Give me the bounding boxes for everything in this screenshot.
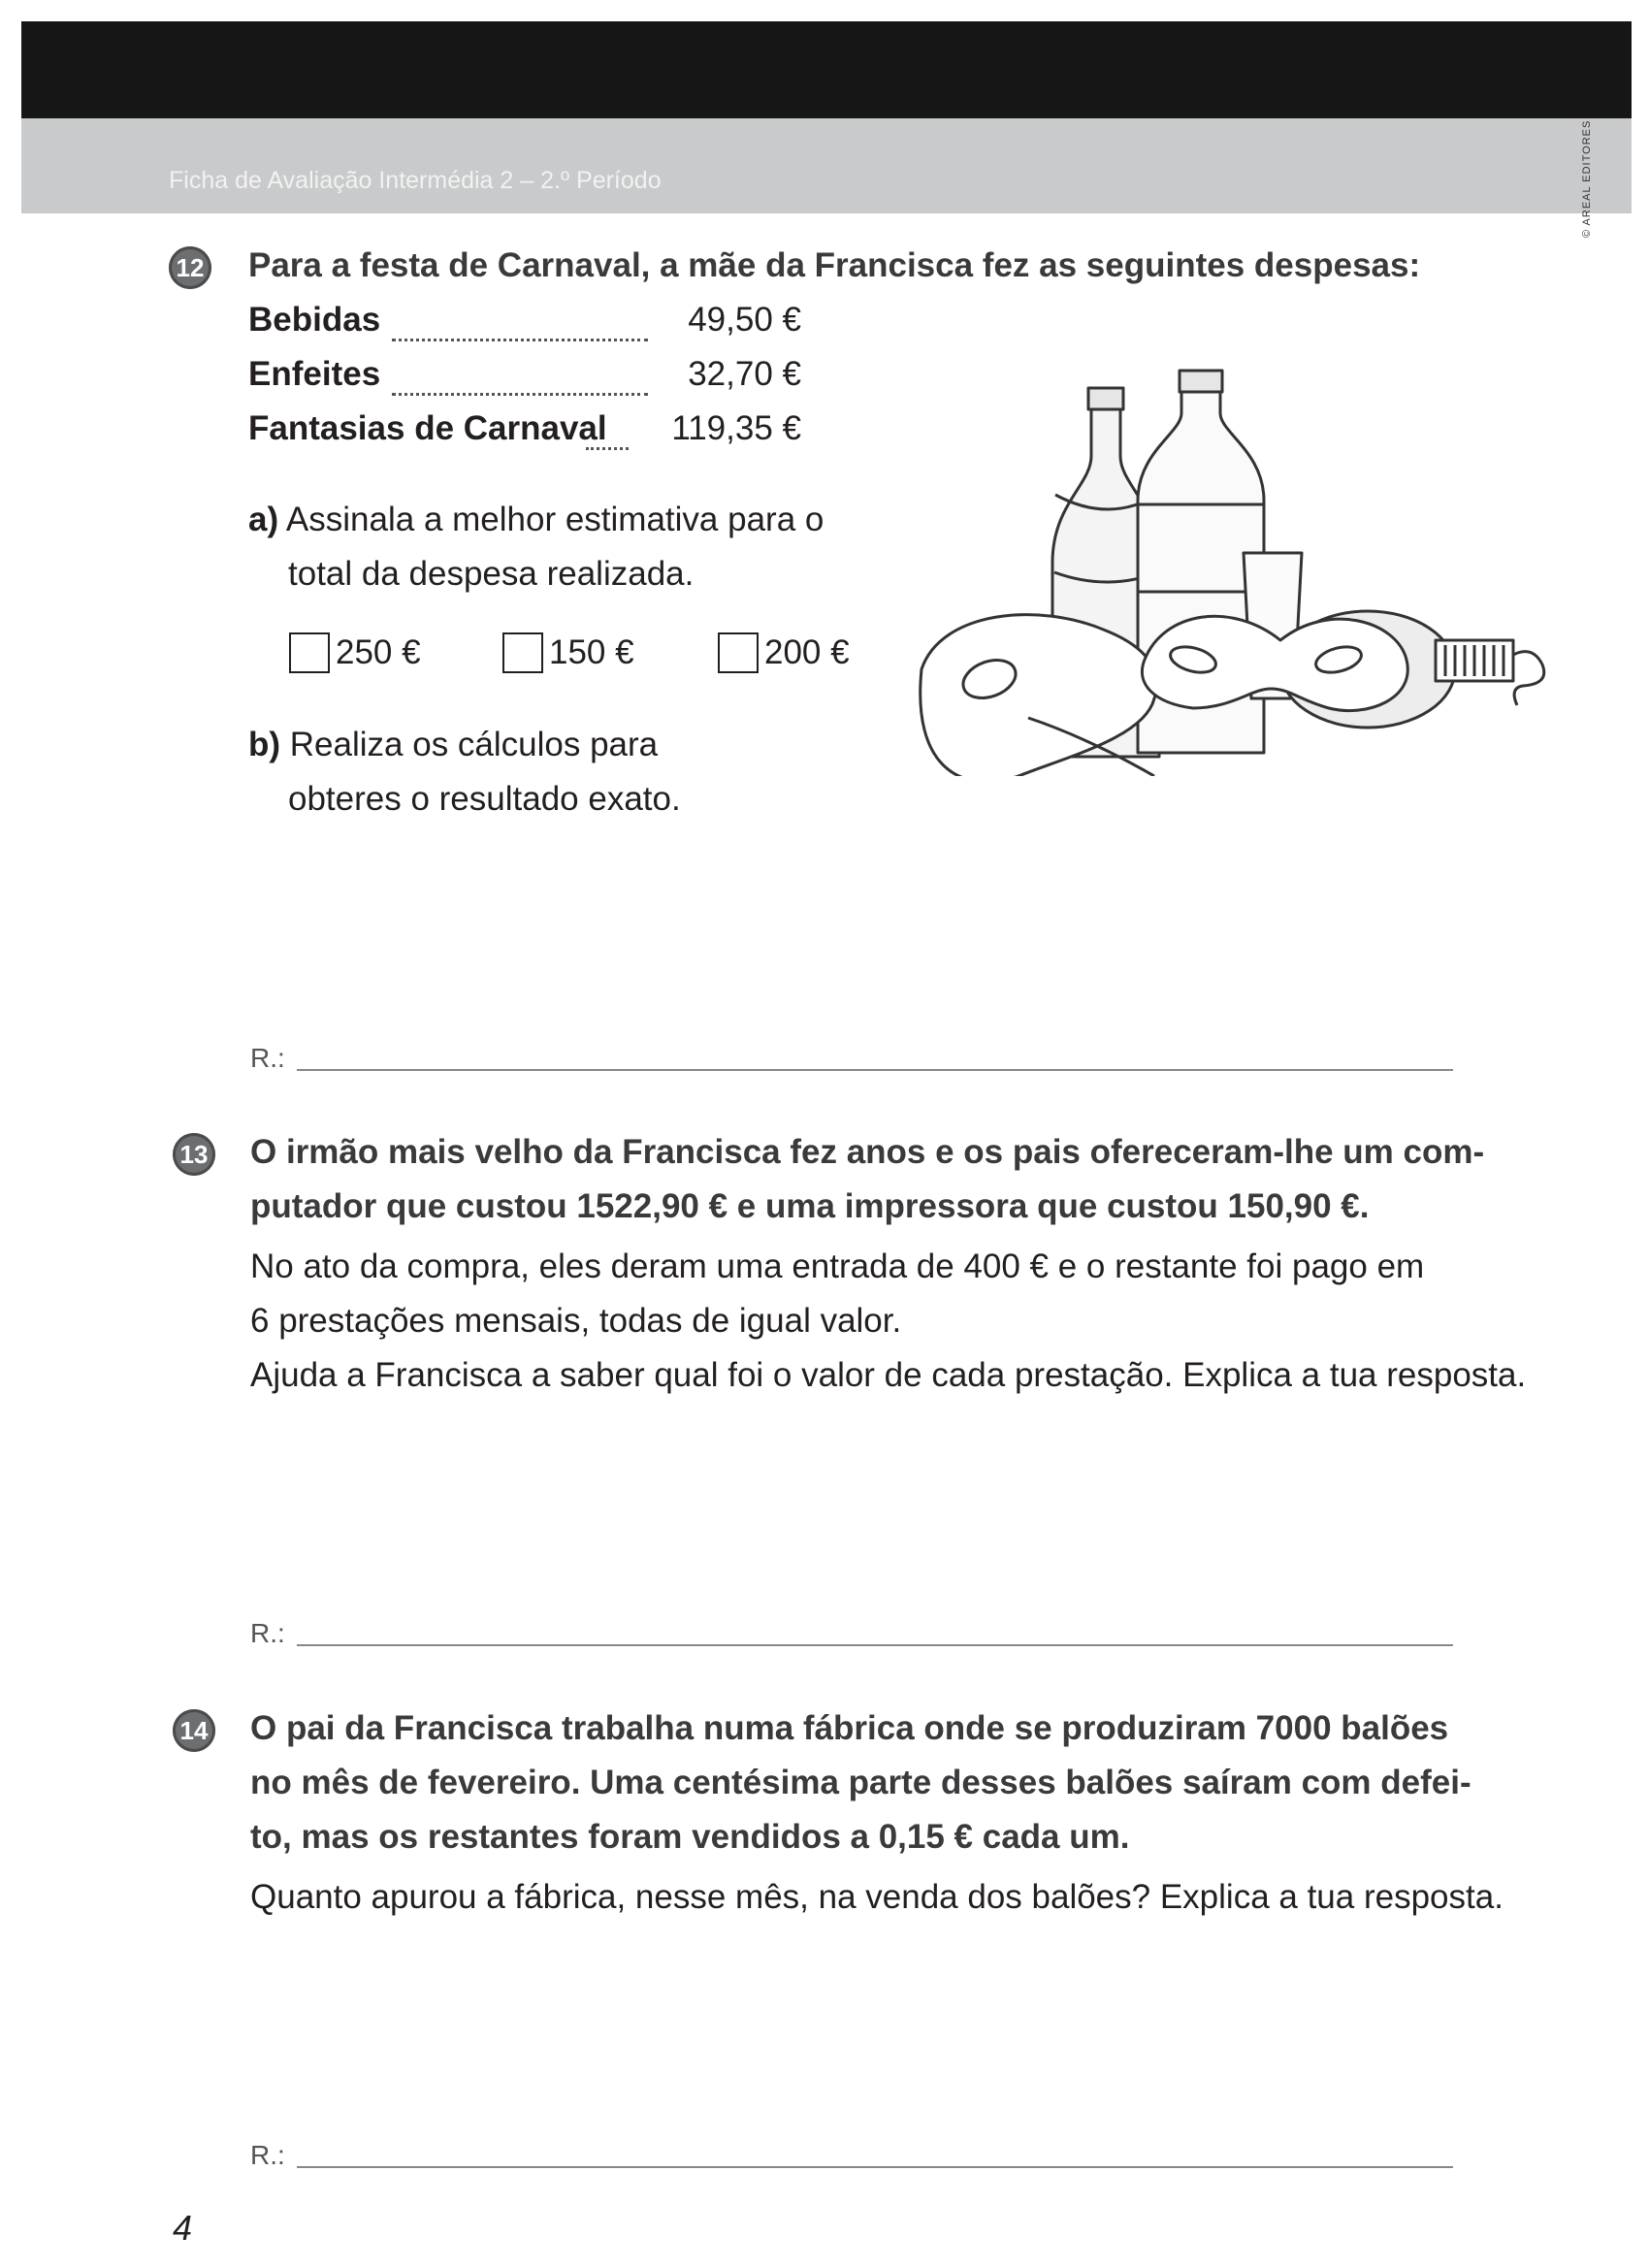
answer-line-14[interactable] [250,2140,1453,2179]
carnival-illustration [912,349,1571,776]
question-14-prompt-line2: no mês de fevereiro. Uma centésima parte desses balões saíram com defei- [250,1764,1471,1801]
question-13-text-line3: Ajuda a Francisca a saber qual foi o valor de cada prestação. Explica a tua resposta. [250,1356,1527,1394]
question-13-prompt-line1: O irmão mais velho da Francisca fez anos e os pais ofereceram-lhe um com- [250,1133,1485,1171]
answer-rule[interactable] [297,1644,1453,1646]
option-250[interactable] [289,626,421,680]
copyright-notice: © AREAL EDITORES [1581,119,1593,238]
question-13-number: 13 [173,1133,215,1176]
option-200[interactable] [718,626,850,680]
question-14-prompt-line1: O pai da Francisca trabalha numa fábrica onde se produziram 7000 balões [250,1709,1449,1747]
question-14-prompt-line3: to, mas os restantes foram vendidos a 0,15 € cada um. [250,1818,1130,1856]
answer-label: R.: [250,1618,285,1648]
option-checkbox[interactable] [718,632,759,673]
top-dark-bar [21,21,1632,118]
answer-label: R.: [250,1043,285,1073]
question-12-number: 12 [169,246,211,289]
answer-rule[interactable] [297,1069,1453,1071]
option-checkbox[interactable] [289,632,330,673]
expense-row-enfeites [248,355,801,409]
option-label: 150 € [549,633,634,671]
question-12a-line1: Assinala a melhor estimativa para o [285,501,824,538]
header-band [21,118,1632,213]
expense-row-bebidas [248,301,801,355]
answer-rule[interactable] [297,2166,1453,2168]
running-title: Ficha de Avaliação Intermédia 2 – 2.º Período [169,167,662,194]
expense-label: Fantasias de Carnaval [248,409,607,447]
option-checkbox[interactable] [502,632,543,673]
question-13-prompt-line2: putador que custou 1522,90 € e uma impressora que custou 150,90 €. [250,1187,1370,1225]
question-12a-line2: total da despesa realizada. [288,555,695,593]
question-12b [248,718,658,772]
question-12-prompt: Para a festa de Carnaval, a mãe da Francisca fez as seguintes despesas: [248,246,1421,284]
question-13-text-line1: No ato da compra, eles deram uma entrada de 400 € e o restante foi pago em [250,1247,1425,1285]
question-12b-line1: Realiza os cálculos para [289,726,659,763]
expense-label: Bebidas [248,301,381,339]
answer-line-13[interactable] [250,1618,1453,1657]
expense-amount: 49,50 € [688,301,801,339]
expense-amount: 119,35 € [671,409,801,447]
answer-line-12[interactable] [250,1043,1453,1082]
expense-label: Enfeites [248,355,381,393]
dotted-leader [392,393,648,396]
sub-letter-a: a) [248,501,279,538]
question-13-text-line2: 6 prestações mensais, todas de igual valor. [250,1302,902,1340]
dotted-leader [586,447,629,450]
option-150[interactable] [502,626,634,680]
option-label: 250 € [336,633,421,671]
expense-row-fantasias [248,409,801,464]
question-14-text-line1: Quanto apurou a fábrica, nesse mês, na venda dos balões? Explica a tua resposta. [250,1878,1504,1916]
sub-letter-b: b) [248,726,281,763]
answer-label: R.: [250,2140,285,2170]
question-12b-line2: obteres o resultado exato. [288,780,681,818]
question-12a [248,493,824,547]
page-number: 4 [173,2208,193,2248]
option-label: 200 € [764,633,850,671]
dotted-leader [392,339,648,341]
expense-amount: 32,70 € [688,355,801,393]
question-14-number: 14 [173,1709,215,1752]
